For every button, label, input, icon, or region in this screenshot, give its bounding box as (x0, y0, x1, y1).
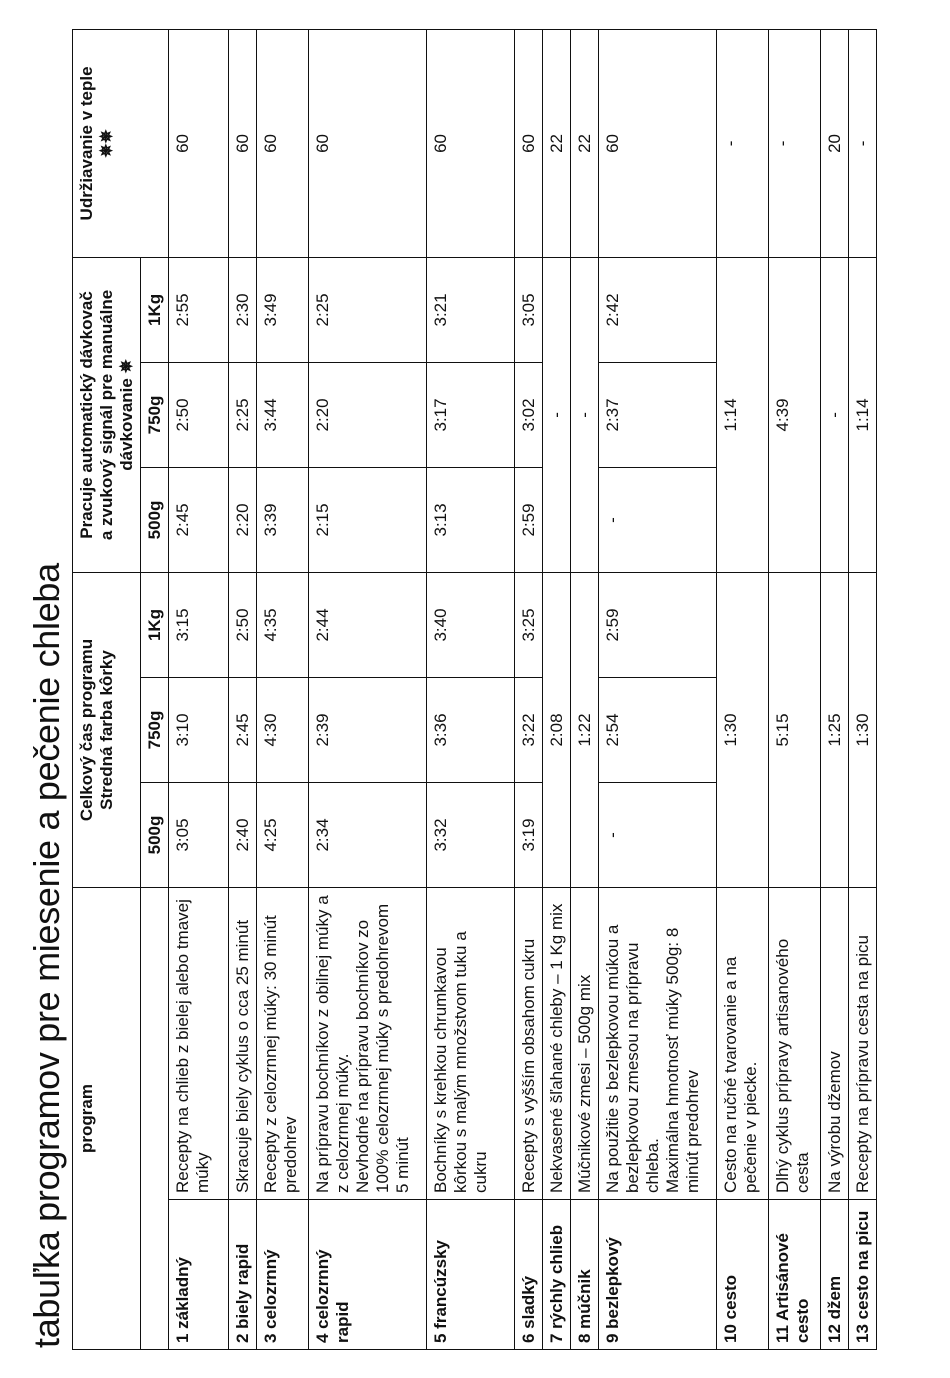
auto-dispenser-500g: 3:13 (427, 467, 515, 572)
program-description: Recepty na prípravu cesta na picu (849, 888, 877, 1200)
program-name: 12 džem (821, 1200, 849, 1350)
total-time-500g: 2:34 (309, 783, 427, 888)
program-description: Na prípravu bochníkov z obilnej múky a z celozrnnej múky. Nevhodné na prípravu bochníkov zo 100% celozrnnej múky s predohrevom 5 minút (309, 888, 427, 1200)
auto-dispenser-750g: 3:02 (515, 362, 543, 467)
program-table (72, 29, 877, 1350)
weight-750-header: 750g (141, 678, 169, 783)
program-description: Na použitie s bezlepkovou múkou a bezlepkovou zmesou na prípravu chleba. Maximálna hmotnosť múky 500g: 8 minút predohrev (599, 888, 717, 1200)
auto-dispenser-all-weights: 1:14 (717, 257, 769, 572)
auto-dispenser-500g: 2:59 (515, 467, 543, 572)
program-description: Skracuje biely cyklus o cca 25 minút (229, 888, 257, 1200)
total-time-all-weights: 1:30 (849, 572, 877, 887)
keep-warm-time: 22 (543, 29, 571, 257)
program-description: Cesto na ručné tvarovanie a na pečenie v piecke. (717, 888, 769, 1200)
weight-1kg-header: 1Kg (141, 257, 169, 362)
auto-dispenser-750g: 2:37 (599, 362, 717, 467)
total-time-500g: 3:05 (169, 783, 229, 888)
total-time-500g: 4:25 (257, 783, 309, 888)
total-time-1kg: 3:15 (169, 572, 229, 677)
program-description: Recepty na chlieb z bielej alebo tmavej múky (169, 888, 229, 1200)
program-header-blank (141, 888, 169, 1350)
program-description: Múčnikové zmesi – 500g mix (571, 888, 599, 1200)
weight-1kg-header: 1Kg (141, 572, 169, 677)
keep-warm-time: 60 (257, 29, 309, 257)
keep-warm-time: 60 (169, 29, 229, 257)
auto-dispenser-750g: 2:25 (229, 362, 257, 467)
auto-dispenser-1kg: 2:42 (599, 257, 717, 362)
page-title: tabuľka programov pre miesenie a pečenie chleba (26, 563, 67, 1348)
auto-dispenser-750g: 2:50 (169, 362, 229, 467)
total-time-1kg: 3:25 (515, 572, 543, 677)
auto-dispenser-all-weights: - (821, 257, 849, 572)
auto-dispenser-500g: - (599, 467, 717, 572)
auto-dispenser-500g: 3:39 (257, 467, 309, 572)
total-time-1kg: 2:50 (229, 572, 257, 677)
total-time-500g: - (599, 783, 717, 888)
auto-dispenser-all-weights: 4:39 (769, 257, 821, 572)
table-row (599, 29, 717, 1349)
program-description: Bochníky s krehkou chrumkavou kôrkou s malým množstvom tuku a cukru (427, 888, 515, 1200)
table-row (515, 29, 543, 1349)
keep-warm-time: - (717, 29, 769, 257)
total-time-750g: 2:39 (309, 678, 427, 783)
program-rows (169, 29, 877, 1349)
auto-dispenser-1kg: 3:05 (515, 257, 543, 362)
auto-dispenser-1kg: 3:21 (427, 257, 515, 362)
weight-500-header: 500g (141, 467, 169, 572)
total-time-750g: 3:22 (515, 678, 543, 783)
total-time-750g: 3:10 (169, 678, 229, 783)
auto-dispenser-500g: 2:20 (229, 467, 257, 572)
program-name: 6 sladký (515, 1200, 543, 1350)
total-time-1kg: 4:35 (257, 572, 309, 677)
keep-warm-time: - (849, 29, 877, 257)
auto-dispenser-500g: 2:15 (309, 467, 427, 572)
keep-warm-time: 60 (427, 29, 515, 257)
table-row (257, 29, 309, 1349)
total-time-1kg: 2:44 (309, 572, 427, 677)
total-time-all-weights: 1:25 (821, 572, 849, 887)
program-header: program (73, 888, 141, 1350)
program-description: Na výrobu džemov (821, 888, 849, 1200)
auto-dispenser-750g: 3:17 (427, 362, 515, 467)
table-row (849, 29, 877, 1349)
auto-dispenser-1kg: 2:55 (169, 257, 229, 362)
table-row (229, 29, 257, 1349)
auto-dispenser-all-weights: - (571, 257, 599, 572)
keep-warm-header: Udržiavanie v teple ✵✵ (73, 29, 169, 257)
total-time-all-weights: 5:15 (769, 572, 821, 887)
table-row (571, 29, 599, 1349)
weight-500-header: 500g (141, 783, 169, 888)
program-name: 8 múčnik (571, 1200, 599, 1350)
table-row (543, 29, 571, 1349)
program-name: 2 biely rapid (229, 1200, 257, 1350)
program-name: 7 rýchly chlieb (543, 1200, 571, 1350)
program-name: 10 cesto (717, 1200, 769, 1350)
keep-warm-time: 20 (821, 29, 849, 257)
auto-dispenser-1kg: 3:49 (257, 257, 309, 362)
auto-dispenser-header: Pracuje automatický dávkovač a zvukový signál pre manuálne dávkovanie ✵ (73, 257, 141, 572)
total-time-750g: 2:45 (229, 678, 257, 783)
auto-dispenser-1kg: 2:25 (309, 257, 427, 362)
auto-dispenser-all-weights: 1:14 (849, 257, 877, 572)
program-description: Recepty s vyšším obsahom cukru (515, 888, 543, 1200)
total-time-500g: 3:19 (515, 783, 543, 888)
total-time-all-weights: 2:08 (543, 572, 571, 887)
keep-warm-time: 60 (309, 29, 427, 257)
program-description: Dlhý cyklus prípravy artisanového cesta (769, 888, 821, 1200)
auto-dispenser-1kg: 2:30 (229, 257, 257, 362)
total-time-750g: 2:54 (599, 678, 717, 783)
program-name: 11 Artisánové cesto (769, 1200, 821, 1350)
table-row (717, 29, 769, 1349)
weight-750-header: 750g (141, 362, 169, 467)
total-time-all-weights: 1:30 (717, 572, 769, 887)
program-name: 13 cesto na picu (849, 1200, 877, 1350)
total-time-500g: 2:40 (229, 783, 257, 888)
total-time-750g: 4:30 (257, 678, 309, 783)
keep-warm-time: 60 (229, 29, 257, 257)
keep-warm-time: - (769, 29, 821, 257)
table-row (427, 29, 515, 1349)
program-name: 4 celozrnný rapid (309, 1200, 427, 1350)
keep-warm-time: 60 (599, 29, 717, 257)
table-row (769, 29, 821, 1349)
auto-dispenser-500g: 2:45 (169, 467, 229, 572)
total-time-all-weights: 1:22 (571, 572, 599, 887)
program-description: Recepty z celozrnnej múky: 30 minút predohrev (257, 888, 309, 1200)
keep-warm-time: 60 (515, 29, 543, 257)
keep-warm-time: 22 (571, 29, 599, 257)
auto-dispenser-750g: 3:44 (257, 362, 309, 467)
total-time-1kg: 2:59 (599, 572, 717, 677)
total-time-500g: 3:32 (427, 783, 515, 888)
header-row-1 (73, 29, 141, 1349)
auto-dispenser-all-weights: - (543, 257, 571, 572)
table-row (821, 29, 849, 1349)
program-description: Nekvasené šľahané chleby – 1 Kg mix (543, 888, 571, 1200)
program-name: 5 francúzsky (427, 1200, 515, 1350)
program-name: 9 bezlepkový (599, 1200, 717, 1350)
table-row (309, 29, 427, 1349)
program-name: 1 základný (169, 1200, 229, 1350)
auto-dispenser-750g: 2:20 (309, 362, 427, 467)
table-row (169, 29, 229, 1349)
total-time-1kg: 3:40 (427, 572, 515, 677)
total-time-750g: 3:36 (427, 678, 515, 783)
total-time-header: Celkový čas programu Stredná farba kôrky (73, 572, 141, 887)
program-name: 3 celozrnný (257, 1200, 309, 1350)
